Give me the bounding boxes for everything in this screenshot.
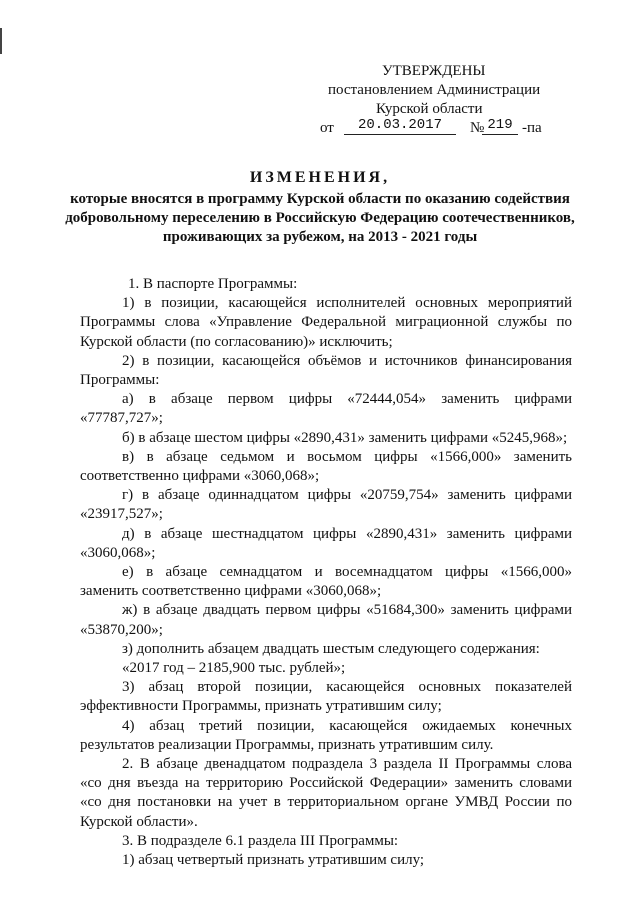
paragraph: г) в абзаце одиннадцатом цифры «20759,754» заменить цифрами «23917,527»; bbox=[80, 487, 572, 523]
approval-stamp bbox=[318, 62, 568, 139]
number-label: № bbox=[470, 120, 485, 136]
resolution-label: постановлением Администрации bbox=[328, 82, 541, 98]
paragraph: 1. В паспорте Программы: bbox=[128, 276, 298, 292]
region-label: Курской области bbox=[376, 101, 483, 117]
paragraph: 3) абзац второй позиции, касающейся основных показателей эффективности Программы, признать утратившим силу; bbox=[80, 679, 572, 715]
date-number-line bbox=[318, 119, 568, 139]
document-heading bbox=[60, 167, 580, 247]
heading-title: ИЗМЕНЕНИЯ, bbox=[249, 169, 391, 186]
paragraph: «2017 год – 2185,900 тыс. рублей»; bbox=[122, 660, 346, 677]
document-body bbox=[80, 275, 572, 870]
paragraph: ж) в абзаце двадцать первом цифры «51684,300» заменить цифрами «53870,200»; bbox=[80, 602, 572, 638]
scan-edge-mark bbox=[0, 28, 2, 54]
paragraph: д) в абзаце шестнадцатом цифры «2890,431» заменить цифрами «3060,068»; bbox=[80, 525, 572, 561]
paragraph: 2) в позиции, касающейся объёмов и источников финансирования Программы: bbox=[80, 352, 572, 389]
paragraph: а) в абзаце первом цифры «72444,054» заменить цифрами «77787,727»; bbox=[80, 391, 572, 427]
approved-label: УТВЕРЖДЕНЫ bbox=[382, 63, 486, 79]
paragraph: 1) в позиции, касающейся исполнителей основных мероприятий Программы слова «Управление Федеральной миграционной службы по Курской области (по согласованию)» исключить; bbox=[80, 295, 572, 350]
resolution-date: 20.03.2017 bbox=[344, 116, 456, 135]
resolution-number: 219 bbox=[482, 116, 518, 135]
paragraph: 3. В подразделе 6.1 раздела III Программы: bbox=[122, 832, 399, 849]
paragraph: в) в абзаце седьмом и восьмом цифры «1566,000» заменить соответственно цифрами «3060,068»; bbox=[80, 448, 572, 485]
paragraph: з) дополнить абзацем двадцать шестым следующего содержания: bbox=[122, 640, 540, 657]
paragraph: б) в абзаце шестом цифры «2890,431» заменить цифрами «5245,968»; bbox=[122, 429, 568, 446]
paragraph: 4) абзац третий позиции, касающейся ожидаемых конечных результатов реализации Программы, признать утратившим силу. bbox=[80, 717, 572, 753]
paragraph: е) в абзаце семнадцатом и восемнадцатом цифры «1566,000» заменить соответственно цифрами «3060,068»; bbox=[80, 564, 572, 600]
from-label: от bbox=[320, 120, 334, 136]
heading-subtitle: которые вносятся в программу Курской области по оказанию содействия добровольному переселению в Российскую Федерацию соотечественников, проживающих за рубежом, на 2013 - 2021 годы bbox=[65, 191, 575, 245]
paragraph: 2. В абзаце двенадцатом подраздела 3 раздела II Программы слова «со дня въезда на территорию Российской Федерации» заменить словами «со дня постановки на учет в территориальном органе УМВД России по Курской области». bbox=[80, 756, 572, 830]
number-suffix: -па bbox=[522, 120, 542, 136]
paragraph: 1) абзац четвертый признать утратившим силу; bbox=[122, 852, 425, 869]
